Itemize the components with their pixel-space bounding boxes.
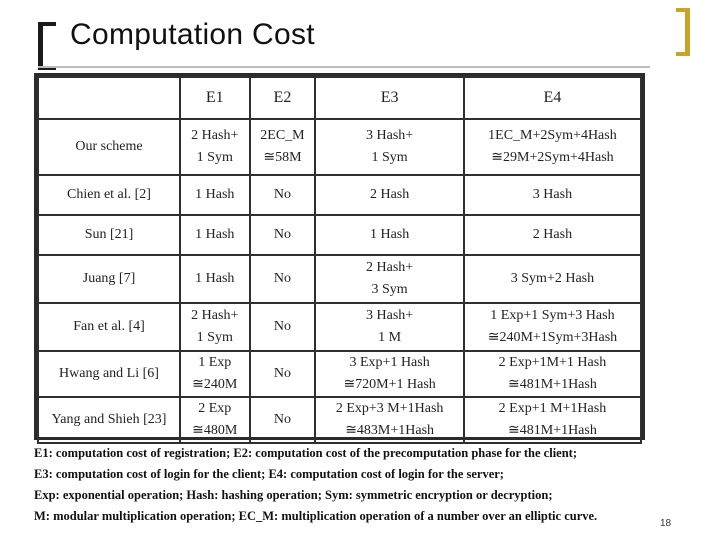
- table-body: [38, 119, 641, 443]
- cost-cell-e4: [464, 175, 641, 215]
- cost-line: ≅58M: [263, 150, 302, 165]
- cost-cell-e4: [464, 255, 641, 303]
- cost-line: No: [273, 412, 291, 428]
- cost-line: No: [273, 271, 291, 287]
- header-cell-e2: E2: [250, 77, 316, 119]
- computation-cost-table: [37, 76, 642, 444]
- scheme-name-cell: Juang [7]: [38, 255, 180, 303]
- cost-line: 2 Hash+: [191, 308, 239, 324]
- cost-cell-e1: [180, 397, 250, 443]
- cost-cell-e1: [180, 351, 250, 397]
- cost-line: ≅481M+1Hash: [508, 377, 597, 392]
- cost-cell-e3: [315, 119, 464, 175]
- left-bracket-decoration: [38, 22, 56, 70]
- cost-cell-e2: [250, 351, 316, 397]
- cost-line: 3 Hash: [532, 187, 573, 203]
- cost-cell-e4: [464, 119, 641, 175]
- cost-line: ≅483M+1Hash: [345, 423, 435, 438]
- cost-line: 1 Sym: [196, 330, 233, 345]
- cost-line: 2 Hash+: [191, 128, 239, 144]
- cost-line: 1 Sym: [196, 150, 233, 165]
- cost-cell-e3: [315, 255, 464, 303]
- cost-line: 2 Exp+3 M+1Hash: [335, 401, 444, 417]
- cost-line: 1 Hash: [195, 227, 235, 243]
- cost-line: 1 Exp+1 Sym+3 Hash: [490, 308, 615, 324]
- cost-cell-e3: [315, 303, 464, 351]
- cost-line: ≅481M+1Hash: [508, 423, 597, 438]
- header-cell-e1: E1: [180, 77, 250, 119]
- table-row: [38, 397, 641, 443]
- cost-line: 1 Exp: [198, 355, 232, 371]
- cost-cell-e3: [315, 175, 464, 215]
- table-row: [38, 255, 641, 303]
- cost-cell-e2: [250, 303, 316, 351]
- cost-line: ≅29M+2Sym+4Hash: [491, 150, 614, 165]
- cost-cell-e3: [315, 397, 464, 443]
- footnote-line: M: modular multiplication operation; EC_M: multiplication operation of a number over an elliptic curve.: [34, 509, 598, 523]
- cost-line: 3 Sym+2 Hash: [510, 271, 595, 287]
- cost-cell-e2: [250, 255, 316, 303]
- cost-cell-e1: [180, 303, 250, 351]
- cost-line: 3 Hash+: [366, 128, 414, 144]
- table-row: [38, 303, 641, 351]
- cost-cell-e2: [250, 215, 316, 255]
- table-row: [38, 119, 641, 175]
- header-cell-blank: [38, 77, 180, 119]
- scheme-name-cell: Yang and Shieh [23]: [38, 397, 180, 443]
- scheme-name-cell: Sun [21]: [38, 215, 180, 255]
- cost-line: 3 Sym: [371, 282, 408, 297]
- header-cell-e4: E4: [464, 77, 641, 119]
- slide-title: Computation Cost: [70, 18, 315, 51]
- cost-line: 1 Hash: [195, 271, 235, 287]
- scheme-name-cell: Chien et al. [2]: [38, 175, 180, 215]
- cost-cell-e2: [250, 119, 316, 175]
- cost-cell-e4: [464, 215, 641, 255]
- cost-line: ≅240M: [192, 377, 238, 392]
- cost-cell-e1: [180, 215, 250, 255]
- cost-cell-e1: [180, 255, 250, 303]
- cost-line: 2 Hash+: [366, 260, 414, 276]
- cost-line: No: [273, 319, 291, 335]
- title-divider: [38, 66, 650, 68]
- page-number: 18: [660, 518, 672, 529]
- cost-line: 3 Exp+1 Hash: [349, 355, 430, 371]
- computation-cost-table-container: [34, 73, 645, 440]
- cost-cell-e4: [464, 351, 641, 397]
- cost-line: 3 Hash+: [366, 308, 414, 324]
- cost-cell-e3: [315, 215, 464, 255]
- cost-line: 1 Sym: [371, 150, 408, 165]
- cost-line: No: [273, 366, 291, 382]
- footnote-line: E3: computation cost of login for the client; E4: computation cost of login for the server;: [34, 467, 504, 481]
- cost-line: ≅240M+1Sym+3Hash: [487, 330, 618, 345]
- header-cell-e3: E3: [315, 77, 464, 119]
- footnote-line: Exp: exponential operation; Hash: hashing operation; Sym: symmetric encryption or decryption;: [34, 488, 553, 502]
- cost-line: 2 Hash: [532, 227, 573, 243]
- cost-line: 1EC_M+2Sym+4Hash: [488, 128, 617, 144]
- cost-cell-e2: [250, 397, 316, 443]
- table-row: [38, 351, 641, 397]
- table-header-row: [38, 77, 641, 119]
- cost-cell-e4: [464, 303, 641, 351]
- cost-cell-e4: [464, 397, 641, 443]
- cost-line: No: [273, 227, 291, 243]
- footnote-line: E1: computation cost of registration; E2: computation cost of the precomputation phase for the client;: [34, 446, 578, 460]
- table-row: [38, 175, 641, 215]
- cost-line: 1 Hash: [195, 187, 235, 203]
- cost-line: 2 Exp: [198, 401, 232, 417]
- cost-line: ≅480M: [192, 423, 238, 438]
- cost-cell-e2: [250, 175, 316, 215]
- scheme-name-cell: Our scheme: [38, 119, 180, 175]
- scheme-name-cell: Fan et al. [4]: [38, 303, 180, 351]
- right-bracket-decoration: [676, 8, 690, 56]
- scheme-name-cell: Hwang and Li [6]: [38, 351, 180, 397]
- cost-line: 1 Hash: [369, 227, 410, 243]
- cost-cell-e1: [180, 119, 250, 175]
- table-row: [38, 215, 641, 255]
- cost-line: 2 Exp+1 M+1Hash: [498, 401, 607, 417]
- cost-line: ≅720M+1 Hash: [343, 377, 436, 392]
- cost-cell-e1: [180, 175, 250, 215]
- cost-line: 2 Exp+1M+1 Hash: [498, 355, 607, 371]
- cost-line: No: [273, 187, 291, 203]
- cost-line: 2EC_M: [260, 128, 305, 144]
- cost-line: 2 Hash: [369, 187, 410, 203]
- cost-cell-e3: [315, 351, 464, 397]
- cost-line: 1 M: [378, 330, 402, 345]
